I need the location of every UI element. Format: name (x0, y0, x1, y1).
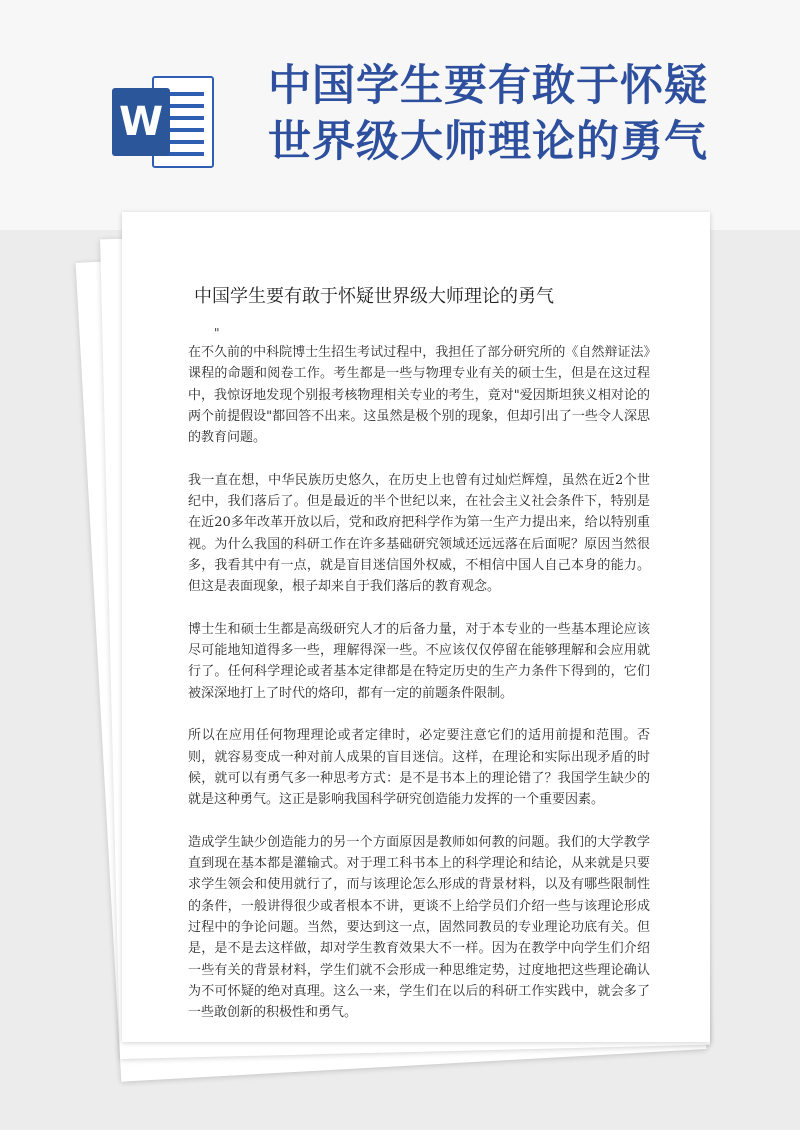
sheet-line (166, 152, 204, 156)
paragraph: 博士生和硕士生都是高级研究人才的后备力量，对于本专业的一些基本理论应该尽可能地知道得多一些，理解得深一些。不应该仅仅停留在能够理解和会应用就行了。任何科学理论或者基本定律都是在特定历史的生产力条件下得到的，它们被深深地打上了时代的烙印，都有一定的前题条件限制。 (188, 621, 650, 701)
sheet-line (166, 128, 204, 132)
page-title-line1: 中国学生要有敢于怀疑 (268, 61, 708, 111)
document-page (122, 212, 710, 1042)
word-document-icon (108, 72, 218, 172)
document-body (188, 342, 650, 1045)
paragraph: 我一直在想，中华民族历史悠久，在历史上也曾有过灿烂辉煌，虽然在近2个世纪中，我们落后了。但是最近的半个世纪以来，在社会主义社会条件下，特别是在近20多年改革开放以后，党和政府把科学作为第一生产力提出来，给以特别重视。为什么我国的科研工作在许多基础研究领域还远远落在后面呢？原因当然很多，我看其中有一点，就是盲目迷信国外权威，不相信中国人自己本身的能力。但这是表面现象，根子却来自于我们落后的教育观念。 (188, 472, 650, 595)
page-title-line2: 世界级大师理论的勇气 (268, 117, 708, 167)
word-badge: W (112, 88, 170, 156)
paragraph: 在不久前的中科院博士生招生考试过程中，我担任了部分研究所的《自然辩证法》课程的命题和阅卷工作。考生都是一些与物理专业有关的硕士生，但是在这过程中，我惊讶地发现个别报考核物理相关专业的考生，竟对"爱因斯坦狭义相对论的两个前提假设"都回答不出来。这虽然是极个别的现象，但却引出了一些令人深思的教育问题。 (188, 345, 650, 446)
page-title (268, 58, 788, 170)
sheet-line (166, 104, 204, 108)
sheet-line (166, 92, 204, 96)
paragraph: 造成学生缺少创造能力的另一个方面原因是教师如何教的问题。我们的大学教学直到现在基本都是灌输式。对于理工科书本上的科学理论和结论，从来就是只要求学生领会和使用就行了，而与该理论怎么形成的背景材料，以及有哪些限制性的条件，一般讲得很少或者根本不讲，更谈不上给学员们介绍一些与该理论形成过程中的争论问题。当然，要达到这一点，固然同教员的专业理论功底有关。但是，是不是去这样做，却对学生教育效果大不一样。因为在教学中向学生们介绍一些有关的背景材料，学生们就不会形成一种思维定势，过度地把这些理论确认为不可怀疑的绝对真理。这么一来，学生们在以后的科研工作实践中，就会多了一些敢创新的积极性和勇气。 (188, 834, 650, 1021)
paragraph: 所以在应用任何物理理论或者定律时，必定要注意它们的适用前提和范围。否则，就容易变成一种对前人成果的盲目迷信。这样，在理论和实际出现矛盾的时候，就可以有勇气多一种思考方式：是不是书本上的理论错了？我国学生缺少的就是这种勇气。这正是影响我国科学研究创造能力发挥的一个重要因素。 (188, 728, 650, 808)
sheet-line (166, 116, 204, 120)
document-title: 中国学生要有敢于怀疑世界级大师理论的勇气 (194, 286, 554, 307)
sheet-line (166, 140, 204, 144)
quote-mark: " (214, 326, 220, 340)
